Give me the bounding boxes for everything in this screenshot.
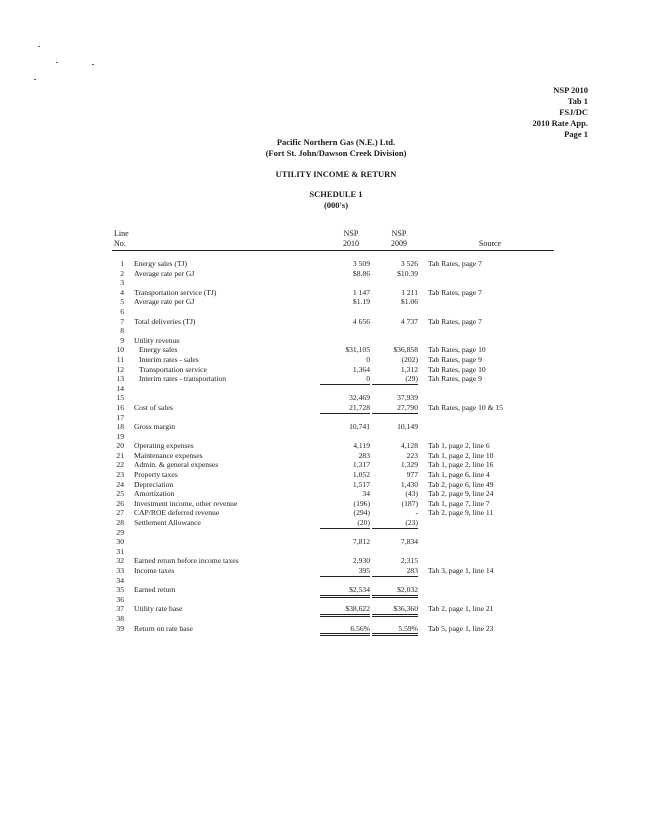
line-number: 24	[116, 479, 124, 489]
row-source: Tab 5, page 1, line 23	[428, 623, 494, 633]
company-header	[0, 137, 672, 159]
company-name: Pacific Northern Gas (N.E.) Ltd.	[276, 137, 396, 147]
value-nsp2009: 3 526	[400, 259, 418, 268]
ref-line: Page 1	[564, 129, 588, 139]
value-nsp2010: $38,622	[320, 604, 370, 617]
table-row	[0, 489, 672, 499]
value-nsp2010: $1.19	[352, 297, 370, 307]
value-nsp2010: 1,517	[352, 479, 370, 489]
value-nsp2010: (196)	[353, 498, 370, 508]
header-text: Line	[114, 229, 129, 238]
scan-speck	[56, 62, 58, 63]
schedule-units: (000's)	[323, 200, 349, 210]
table-row	[0, 576, 672, 586]
table-row	[0, 393, 672, 403]
value-nsp2010: 10,741	[349, 422, 370, 432]
table-row	[0, 547, 672, 557]
line-number: 9	[120, 335, 124, 345]
row-description: Interim rates - transportation	[139, 374, 227, 384]
table-row	[0, 556, 672, 566]
scan-speck	[38, 46, 40, 47]
value-nsp2010: 6.56%	[320, 624, 370, 637]
line-number: 25	[116, 489, 124, 499]
row-source: Tab 1, page 6, line 4	[428, 470, 490, 480]
line-number: 28	[116, 518, 124, 528]
value-nsp2010: 1,364	[352, 364, 370, 374]
table-row	[0, 345, 672, 355]
line-number: 33	[116, 566, 124, 575]
value-nsp2009: $36,360	[372, 604, 418, 617]
value-nsp2009: (29)	[372, 374, 418, 385]
table-row	[0, 451, 672, 461]
value-nsp2010: 21,728	[320, 403, 370, 414]
value-nsp2009: $36,858	[393, 345, 418, 355]
row-description: Investment income, other revenue	[134, 498, 238, 508]
table-row	[0, 528, 672, 538]
table-row	[0, 317, 672, 327]
table-row	[0, 470, 672, 480]
table-row	[0, 432, 672, 442]
line-number: 31	[116, 546, 124, 556]
table-row	[0, 585, 672, 595]
table-row	[0, 384, 672, 394]
row-source: Tab Rates, page 10	[428, 364, 486, 374]
value-nsp2009: (23)	[372, 518, 418, 529]
value-nsp2010: 1 147	[352, 287, 370, 297]
value-nsp2010: $2,534	[320, 585, 370, 598]
line-number: 3	[120, 278, 124, 288]
line-number: 11	[116, 354, 124, 364]
value-nsp2010: 395	[320, 566, 370, 577]
income-table	[0, 259, 672, 633]
value-nsp2009: 7,834	[400, 537, 418, 547]
line-number: 6	[120, 306, 124, 316]
schedule-name: SCHEDULE 1	[309, 189, 363, 199]
line-number: 8	[120, 326, 124, 336]
line-number: 14	[116, 383, 124, 393]
row-description: Admin. & general expenses	[134, 460, 219, 470]
ref-line: NSP 2010	[553, 85, 588, 95]
row-description: Average rate per GJ	[134, 268, 195, 278]
line-number: 18	[116, 422, 124, 432]
row-description: Earned return before income taxes	[134, 556, 239, 566]
line-number: 17	[116, 412, 124, 422]
table-row	[0, 499, 672, 509]
row-source: Tab Rates, page 10	[428, 345, 486, 355]
value-nsp2009: 1,312	[400, 364, 418, 374]
value-nsp2010: (294)	[353, 508, 370, 518]
scan-speck	[34, 79, 36, 80]
table-row	[0, 269, 672, 279]
value-nsp2009: 1,430	[400, 479, 418, 489]
table-row	[0, 422, 672, 432]
line-number: 21	[116, 450, 124, 460]
table-row	[0, 460, 672, 470]
row-description: Interim rates - sales	[139, 354, 199, 364]
value-nsp2009: 977	[406, 470, 418, 480]
line-number: 12	[116, 364, 124, 374]
table-row	[0, 365, 672, 375]
value-nsp2010: 0	[366, 354, 370, 364]
line-number: 10	[116, 345, 124, 355]
line-number: 19	[116, 431, 124, 441]
line-number: 39	[116, 623, 124, 633]
table-row	[0, 307, 672, 317]
table-row	[0, 595, 672, 605]
ref-line: FSJ/DC	[559, 107, 588, 117]
table-row	[0, 566, 672, 576]
value-nsp2009: 27,790	[372, 403, 418, 414]
line-number: 13	[116, 374, 124, 384]
value-nsp2009: $2,032	[372, 585, 418, 598]
value-nsp2009: (187)	[401, 498, 418, 508]
row-description: Return on rate base	[134, 623, 193, 633]
row-source: Tab Rates, page 10 & 15	[428, 402, 503, 412]
row-description: Transportation service	[139, 364, 207, 374]
table-row	[0, 355, 672, 365]
row-source: Tab 2, page 6, line 49	[428, 479, 494, 489]
header-text: 2009	[391, 239, 407, 248]
value-nsp2009: -	[415, 508, 418, 518]
value-nsp2009: (202)	[401, 354, 418, 364]
row-source: Tab Rates, page 9	[428, 354, 482, 364]
row-source: Tab 1, page 2, line 6	[428, 441, 490, 451]
line-number: 1	[120, 259, 124, 268]
value-nsp2010: (20)	[320, 518, 370, 529]
value-nsp2010: 4 656	[352, 316, 370, 326]
value-nsp2010: 1,052	[352, 470, 370, 480]
line-number: 23	[116, 470, 124, 480]
value-nsp2010: 0	[320, 374, 370, 385]
table-row	[0, 480, 672, 490]
line-number: 22	[116, 460, 124, 470]
table-row	[0, 518, 672, 528]
value-nsp2009: 283	[372, 566, 418, 577]
page-title: UTILITY INCOME & RETURN	[275, 169, 397, 179]
table-row	[0, 537, 672, 547]
row-description: Property taxes	[134, 470, 178, 480]
row-description: Earned return	[134, 585, 176, 595]
line-number: 34	[116, 575, 124, 585]
row-description: Cost of sales	[134, 402, 173, 412]
value-nsp2010: 34	[362, 489, 370, 499]
line-number: 30	[116, 537, 124, 547]
value-nsp2009: $1.06	[400, 297, 418, 307]
value-nsp2010: $31,105	[345, 345, 370, 355]
row-source: Tab 1, page 7, line 7	[428, 498, 490, 508]
row-source: Tab 1, page 2, line 16	[428, 460, 494, 470]
value-nsp2009: 5.59%	[372, 624, 418, 637]
row-description: Gross margin	[134, 422, 175, 432]
line-number: 29	[116, 527, 124, 537]
header-text: NSP	[343, 229, 359, 238]
scan-speck	[92, 64, 94, 65]
ref-line: Tab 1	[567, 96, 588, 106]
row-description: Energy sales (TJ)	[134, 259, 188, 268]
table-row	[0, 403, 672, 413]
line-number: 5	[120, 297, 124, 307]
value-nsp2009: 1,329	[400, 460, 418, 470]
line-number: 38	[116, 613, 124, 623]
line-number: 4	[120, 287, 124, 297]
table-row	[0, 374, 672, 384]
row-source: Tab 2, page 9, line 11	[428, 508, 494, 518]
line-number: 32	[116, 556, 124, 566]
line-number: 16	[116, 402, 124, 412]
row-description: Maintenance expenses	[134, 450, 203, 460]
row-description: CAP/ROE deferred revenue	[134, 508, 220, 518]
row-description: Average rate per GJ	[134, 297, 195, 307]
table-row	[0, 413, 672, 423]
value-nsp2009: 10,149	[397, 422, 418, 432]
ref-line: 2010 Rate App.	[532, 118, 588, 128]
row-description: Energy sales	[139, 345, 178, 355]
table-row	[0, 278, 672, 288]
company-division: (Fort St. John/Dawson Creek Division)	[265, 148, 407, 158]
value-nsp2009: 1 211	[401, 287, 418, 297]
line-number: 20	[116, 441, 124, 451]
row-description: Utility revenue	[134, 335, 180, 345]
value-nsp2010: 7,812	[352, 537, 370, 547]
table-row	[0, 614, 672, 624]
table-row	[0, 441, 672, 451]
table-row	[0, 297, 672, 307]
value-nsp2009: 4 737	[400, 316, 418, 326]
table-row	[0, 624, 672, 634]
table-row	[0, 259, 672, 269]
header-text: 2010	[343, 239, 359, 248]
row-description: Depreciation	[134, 479, 174, 489]
value-nsp2009: (43)	[405, 489, 418, 499]
value-nsp2009: 223	[406, 450, 418, 460]
value-nsp2010: 2,930	[352, 556, 370, 566]
value-nsp2009: 4,128	[400, 441, 418, 451]
line-number: 2	[120, 268, 124, 278]
row-source: Tab Rates, page 7	[428, 259, 482, 268]
schedule-title	[0, 189, 672, 211]
column-header-line	[114, 229, 129, 249]
row-source: Tab 2, page 1, line 21	[428, 604, 494, 614]
value-nsp2010: 3 509	[352, 259, 370, 268]
row-source: Tab Rates, page 7	[428, 287, 482, 297]
value-nsp2009: 37,939	[397, 393, 418, 403]
row-description: Settlement Allowance	[134, 518, 201, 528]
table-row	[0, 326, 672, 336]
header-text: NSP	[391, 229, 407, 238]
line-number: 7	[120, 316, 124, 326]
line-number: 35	[116, 585, 124, 595]
row-description: Amortization	[134, 489, 175, 499]
value-nsp2010: 4,119	[353, 441, 370, 451]
header-text: No.	[114, 239, 126, 248]
table-row	[0, 288, 672, 298]
row-description: Income taxes	[134, 566, 175, 575]
document-reference	[533, 85, 589, 140]
table-row	[0, 604, 672, 614]
row-source: Tab Rates, page 7	[428, 316, 482, 326]
row-description: Utility rate base	[134, 604, 183, 614]
value-nsp2010: 1,317	[352, 460, 370, 470]
table-row	[0, 336, 672, 346]
value-nsp2009: $10.39	[397, 268, 418, 278]
line-number: 36	[116, 594, 124, 604]
column-header-nsp2009	[378, 229, 420, 249]
value-nsp2010: 32,469	[349, 393, 370, 403]
table-row	[0, 508, 672, 518]
line-number: 27	[116, 508, 124, 518]
value-nsp2010: $8.86	[352, 268, 370, 278]
line-number: 26	[116, 498, 124, 508]
row-description: Operating expenses	[134, 441, 194, 451]
row-source: Tab 3, page 1, line 14	[428, 566, 494, 575]
row-description: Transportation service (TJ)	[134, 287, 217, 297]
row-source: Tab 1, page 2, line 10	[428, 450, 494, 460]
value-nsp2010: 283	[358, 450, 370, 460]
header-divider	[112, 250, 554, 251]
column-header-nsp2010	[330, 229, 372, 249]
row-description: Total deliveries (TJ)	[134, 316, 196, 326]
line-number: 37	[116, 604, 124, 614]
row-source: Tab 2, page 9, line 24	[428, 489, 494, 499]
line-number: 15	[116, 393, 124, 403]
value-nsp2009: 2,315	[400, 556, 418, 566]
row-source: Tab Rates, page 9	[428, 374, 482, 384]
column-header-source: Source	[478, 239, 502, 248]
